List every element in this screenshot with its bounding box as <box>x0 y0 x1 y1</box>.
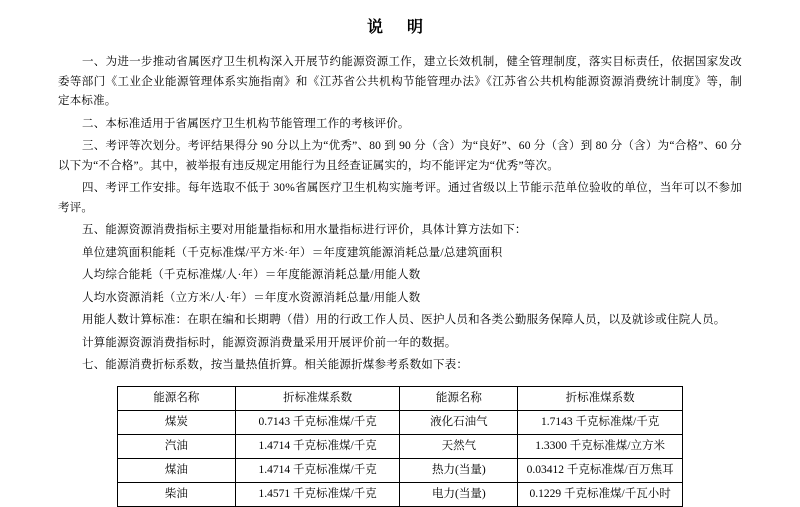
column-header-energy-name-2: 能源名称 <box>400 386 518 410</box>
cell-coefficient: 1.4714 千克标准煤/千克 <box>235 434 400 458</box>
table-header-row <box>118 386 683 410</box>
cell-coefficient: 1.4714 千克标准煤/千克 <box>235 458 400 482</box>
cell-energy-name: 电力(当量) <box>400 482 518 506</box>
page-title: 说 明 <box>366 19 433 36</box>
cell-coefficient: 0.03412 千克标准煤/百万焦耳 <box>518 458 683 482</box>
paragraph-5: 五、能源资源消费指标主要对用能量指标和用水量指标进行评价，具体计算方法如下： <box>82 224 527 236</box>
cell-coefficient: 1.7143 千克标准煤/千克 <box>518 410 683 434</box>
cell-energy-name: 柴油 <box>118 482 236 506</box>
column-header-energy-name-1: 能源名称 <box>118 386 236 410</box>
cell-coefficient: 0.7143 千克标准煤/千克 <box>235 410 400 434</box>
formula-per-capita-energy: 人均综合能耗（千克标准煤/人·年）＝年度能源消耗总量/用能人数 <box>82 269 421 281</box>
paragraph-4: 四、考评工作安排。每年选取不低于 30%省属医疗卫生机构实施考评。通过省级以上节能示范单位验收的单位，当年可以不参加考评。 <box>58 182 742 214</box>
cell-coefficient: 0.1229 千克标准煤/千瓦小时 <box>518 482 683 506</box>
cell-coefficient: 1.3300 千克标准煤/立方米 <box>518 434 683 458</box>
table-row <box>118 482 683 506</box>
cell-energy-name: 煤炭 <box>118 410 236 434</box>
coefficient-table <box>117 386 683 507</box>
column-header-coefficient-1: 折标准煤系数 <box>235 386 400 410</box>
table-row <box>118 434 683 458</box>
cell-energy-name: 天然气 <box>400 434 518 458</box>
column-header-coefficient-2: 折标准煤系数 <box>518 386 683 410</box>
cell-energy-name: 煤油 <box>118 458 236 482</box>
cell-energy-name: 热力(当量) <box>400 458 518 482</box>
table-row <box>118 410 683 434</box>
paragraph-2: 二、本标准适用于省属医疗卫生机构节能管理工作的考核评价。 <box>82 117 410 130</box>
note-data-year: 计算能源资源消费指标时，能源资源消费量采用开展评价前一年的数据。 <box>82 336 457 349</box>
paragraph-3: 三、考评等次划分。考评结果得分 90 分以上为“优秀”、80 到 90 分（含）为“良好”、60 分（含）到 80 分（含）为“合格”、60 分以下为“不合格”。其中，被举报有违反规定用能行为且经查证属实的，均不能评定为“优秀”等次。 <box>58 140 742 172</box>
cell-energy-name: 汽油 <box>118 434 236 458</box>
cell-energy-name: 液化石油气 <box>400 410 518 434</box>
formula-unit-area-energy: 单位建筑面积能耗（千克标准煤/平方米·年）＝年度建筑能源消耗总量/总建筑面积 <box>82 246 503 259</box>
note-population-standard: 用能人数计算标准：在职在编和长期聘（借）用的行政工作人员、医护人员和各类公勤服务保障人员，以及就诊或住院人员。 <box>82 314 726 326</box>
formula-per-capita-water: 人均水资源消耗（立方米/人·年）＝年度水资源消耗总量/用能人数 <box>82 291 421 304</box>
paragraph-1: 一、为进一步推动省属医疗卫生机构深入开展节约能源资源工作，建立长效机制，健全管理制度，落实目标责任，依据国家发改委等部门《工业企业能源管理体系实施指南》和《江苏省公共机构节能管理办法》《江苏省公共机构能源资源消费统计制度》等，制定本标准。 <box>58 56 742 107</box>
cell-coefficient: 1.4571 千克标准煤/千克 <box>235 482 400 506</box>
paragraph-7: 七、能源消费折标系数，按当量热值折算。相关能源折煤参考系数如下表： <box>82 359 469 371</box>
coefficient-table-wrapper <box>58 386 742 507</box>
table-row <box>118 458 683 482</box>
